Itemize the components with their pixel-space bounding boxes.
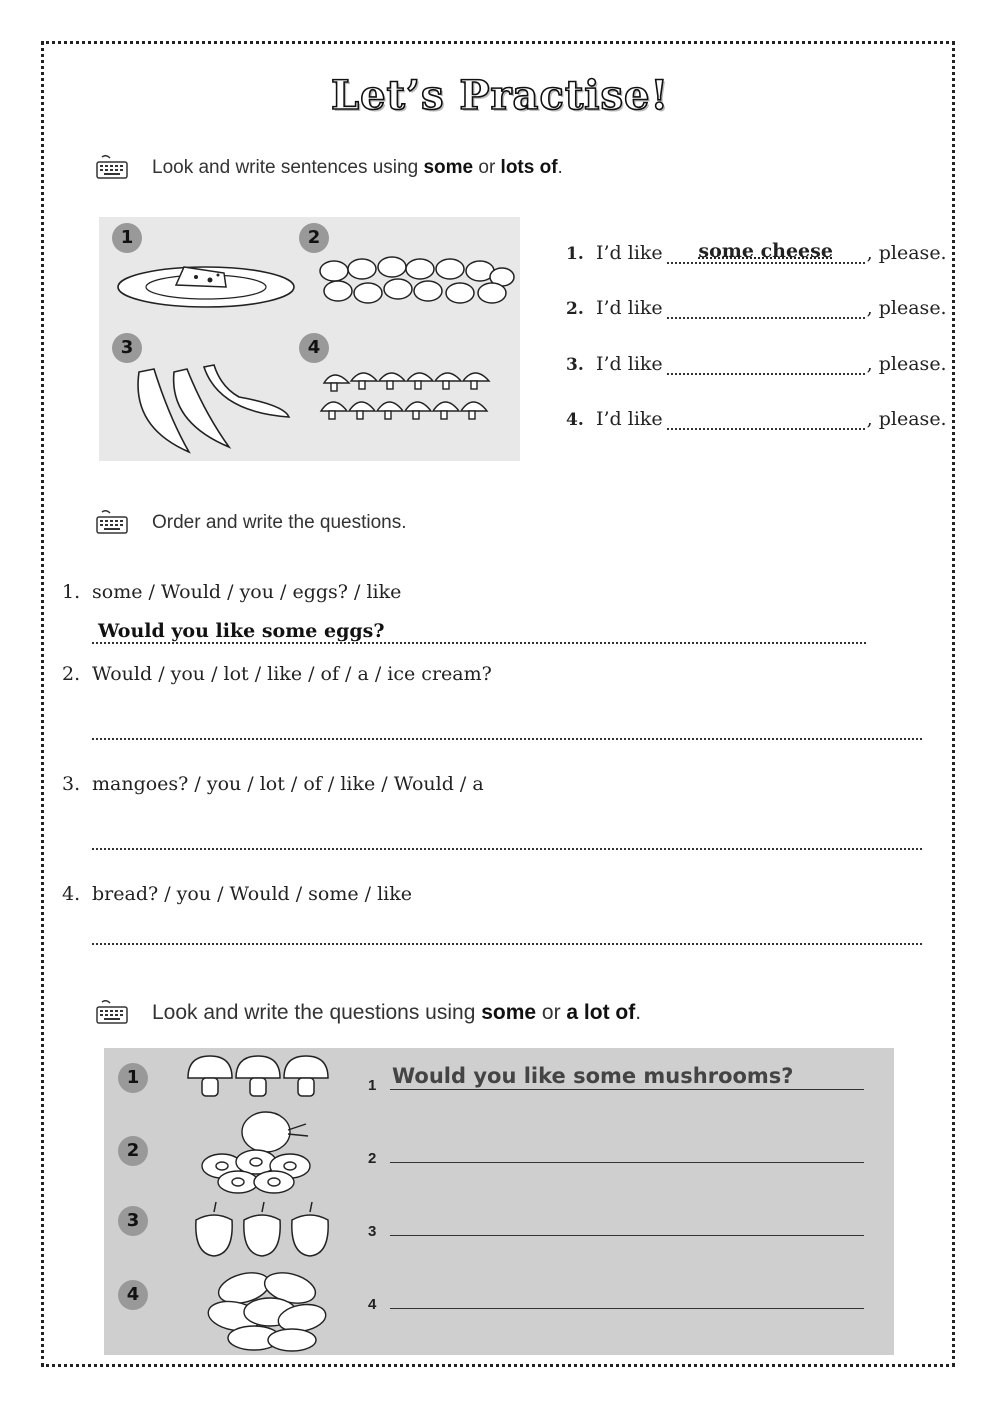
cheese-plate-image [114,255,299,315]
sentence-prefix: I’d like [596,242,663,264]
instruction-1-end: . [557,157,563,178]
keyword-lots-of: lots of [500,157,558,178]
bananas-image [129,357,299,457]
order-question [62,773,484,795]
picture-number: 4 [299,333,329,363]
question-words: bread? / you / Would / some / like [92,883,413,905]
answer-line[interactable] [390,1308,864,1309]
question-number: 4. [62,883,81,905]
question-words: some / Would / you / eggs? / like [92,581,402,603]
peppers-image [190,1200,340,1262]
instruction-1-or: or [473,157,501,178]
instruction-1 [96,155,563,181]
question-words: mangoes? / you / lot / of / like / Would / a [92,773,484,795]
sentence-prefix: I’d like [596,353,663,375]
eggs-image [316,253,516,309]
answer-line[interactable] [390,1162,864,1163]
sentence-prefix: I’d like [596,408,663,430]
line-number: 4 [368,1296,377,1313]
question-number: 3. [62,773,81,795]
answer-line[interactable] [92,642,866,644]
answer-blank[interactable] [667,351,865,375]
sentence-number: 1. [566,244,584,264]
question-number: 1. [62,581,81,603]
sentence-number: 2. [566,299,584,319]
order-question [62,883,412,905]
keyword-some: some [481,1001,537,1024]
instruction-2 [96,510,407,536]
keyboard-icon [96,155,128,181]
sentence-suffix: , please. [866,242,947,264]
instruction-2-text: Order and write the questions. [152,512,407,533]
instruction-1-text: Look and write sentences using [152,157,424,178]
sentence-row [566,240,947,264]
instruction-3-or: or [536,1001,567,1024]
picture-number: 2 [299,223,329,253]
sentence-suffix: , please. [866,353,947,375]
sentence-number: 3. [566,355,584,375]
food-picture-box [99,217,520,461]
page-title: Let’s Practise! [330,72,670,119]
pineapple-image [196,1106,326,1198]
answer-line[interactable] [390,1089,864,1090]
answer-line[interactable] [390,1235,864,1236]
picture-number: 4 [118,1280,148,1310]
question-answer: Would you like some eggs? [98,620,385,642]
sentence-number: 4. [566,410,584,430]
answer-line[interactable] [92,848,922,850]
line-number: 3 [368,1223,377,1240]
sentence-prefix: I’d like [596,297,663,319]
instruction-3-text: Look and write the questions using [152,1001,482,1024]
picture-number: 3 [112,333,142,363]
picture-number: 3 [118,1206,148,1236]
keyword-some: some [423,157,474,178]
sentence-row [566,351,947,375]
instruction-3 [96,1000,641,1026]
mushrooms-image [184,1050,334,1102]
keyboard-icon [96,1000,128,1026]
order-question [62,581,401,603]
sentence-suffix: , please. [866,408,947,430]
question-number: 2. [62,663,81,685]
question-answer: Would you like some mushrooms? [392,1064,794,1088]
answer-blank[interactable] [667,295,865,319]
answer-line[interactable] [92,738,922,740]
sentence-row [566,406,947,430]
line-number: 1 [368,1077,377,1094]
picture-number: 2 [118,1136,148,1166]
answer-blank[interactable] [667,406,865,430]
question-words: Would / you / lot / like / of / a / ice cream? [92,663,492,685]
answer-blank[interactable]: some cheese [667,240,865,264]
line-number: 2 [368,1150,377,1167]
keyword-a-lot-of: a lot of [566,1001,636,1024]
sentence-suffix: , please. [866,297,947,319]
instruction-3-end: . [635,1001,642,1024]
answer-line[interactable] [92,943,922,945]
spinach-image [204,1266,334,1352]
picture-number: 1 [112,223,142,253]
picture-number: 1 [118,1063,148,1093]
keyboard-icon [96,510,128,536]
mushrooms-image [319,363,509,433]
order-question [62,663,492,685]
sentence-row [566,295,947,319]
